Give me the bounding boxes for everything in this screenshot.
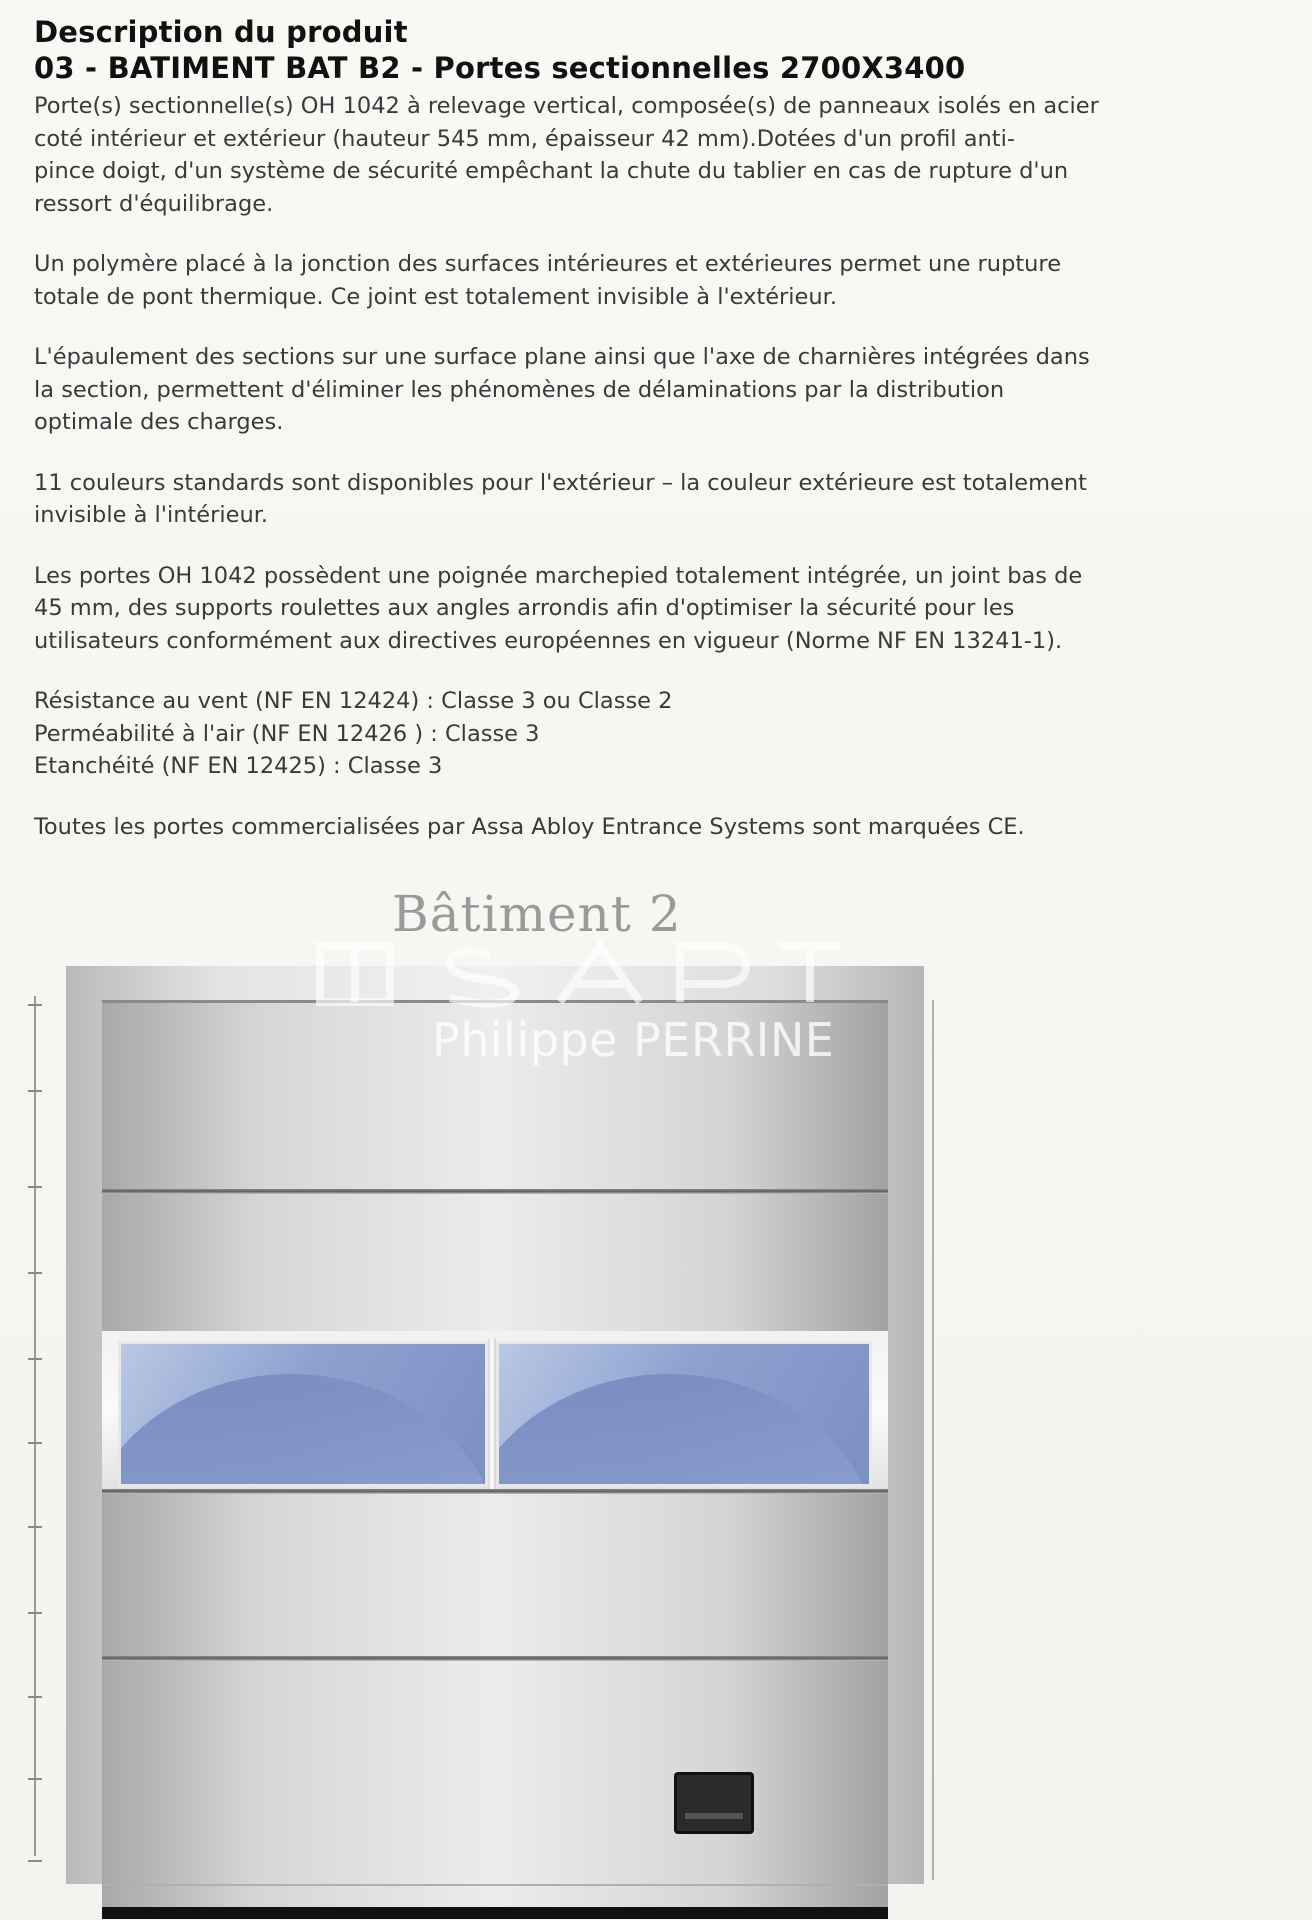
sectional-door — [102, 1000, 888, 1883]
paragraph-line: ressort d'équilibrage. — [34, 190, 274, 217]
dimension-tick — [28, 1860, 42, 1862]
description-paragraph — [34, 341, 1284, 439]
paragraph-line: 45 mm, des supports roulettes aux angles arrondis afin d'optimiser la sécurité pour les — [34, 595, 1015, 621]
paragraph-line: invisible à l'intérieur. — [34, 502, 269, 528]
bottom-seal — [102, 1907, 888, 1919]
dimension-tick — [28, 1186, 42, 1188]
width-dimension-line — [102, 1884, 888, 1886]
paragraph-line: L'épaulement des sections sur une surface plane ainsi que l'axe de charnières intégrées dans — [34, 344, 1090, 370]
window-mullion — [488, 1339, 496, 1489]
description-paragraph — [34, 467, 1284, 532]
dimension-tick — [28, 1778, 42, 1780]
paragraph-line: pince doigt, d'un système de sécurité empêchant la chute du tablier en cas de rupture d'un — [34, 158, 1069, 184]
paragraph-line: totale de pont thermique. Ce joint est totalement invisible à l'extérieur. — [34, 283, 838, 310]
door-panel — [102, 1194, 888, 1331]
paragraph-line: 11 couleurs standards sont disponibles pour l'extérieur – la couleur extérieure est totalement — [34, 469, 1087, 496]
height-dimension-line — [34, 996, 36, 1856]
spec-item: Etanchéité (NF EN 12425) : Classe 3 — [34, 753, 443, 779]
door-panel — [102, 1494, 888, 1656]
dimension-tick — [28, 1612, 42, 1614]
door-panel — [102, 1661, 888, 1907]
description-paragraph — [34, 248, 1284, 313]
window-panel — [102, 1331, 888, 1489]
dimension-tick — [28, 1442, 42, 1444]
spec-item: Perméabilité à l'air (NF EN 12426 ) : Classe 3 — [34, 720, 540, 747]
section-title: Description du produit — [34, 15, 408, 49]
spec-item: Résistance au vent (NF EN 12424) : Classe 3 ou Classe 2 — [34, 688, 673, 714]
paragraph-line: Les portes OH 1042 possèdent une poignée marchepied totalement intégrée, un joint bas de — [34, 562, 1083, 589]
description-paragraph — [34, 90, 1284, 220]
door-handle-icon — [674, 1772, 754, 1834]
description-paragraph — [34, 560, 1284, 658]
product-description — [34, 14, 1284, 871]
dimension-tick — [28, 1272, 42, 1274]
paragraph-line: optimale des charges. — [34, 409, 284, 435]
dimension-tick — [28, 1090, 42, 1092]
watermark-name: Philippe PERRINE — [432, 1013, 835, 1067]
dimension-tick — [28, 1526, 42, 1528]
agency-logo-watermark-icon — [300, 940, 930, 1010]
paragraph-line: coté intérieur et extérieur (hauteur 545 mm, épaisseur 42 mm).Dotées d'un profil anti- — [34, 125, 1015, 152]
description-paragraphs — [34, 90, 1284, 657]
window-glass-right — [496, 1341, 872, 1487]
paragraph-line: la section, permettent d'éliminer les phénomènes de délaminations par la distribution — [34, 376, 1005, 403]
paragraph-line: Porte(s) sectionnelle(s) OH 1042 à relevage vertical, composée(s) de panneaux isolés en acier — [34, 93, 1099, 119]
building-label: Bâtiment 2 — [392, 885, 682, 943]
door-drawing — [0, 960, 1312, 1900]
paragraph-line: utilisateurs conformément aux directives européennes en vigueur (Norme NF EN 13241-1). — [34, 627, 1063, 654]
ce-marking-note: Toutes les portes commercialisées par Assa Abloy Entrance Systems sont marquées CE. — [34, 813, 1025, 840]
product-title: 03 - BATIMENT BAT B2 - Portes sectionnelles 2700X3400 — [34, 51, 966, 85]
spec-list — [34, 685, 1284, 783]
dimension-tick — [28, 1004, 42, 1006]
height-dimension-line-right — [932, 1000, 934, 1880]
dimension-tick — [28, 1696, 42, 1698]
paragraph-line: Un polymère placé à la jonction des surfaces intérieures et extérieures permet une rupture — [34, 251, 1062, 277]
window-glass-left — [118, 1341, 488, 1487]
dimension-tick — [28, 1358, 42, 1360]
